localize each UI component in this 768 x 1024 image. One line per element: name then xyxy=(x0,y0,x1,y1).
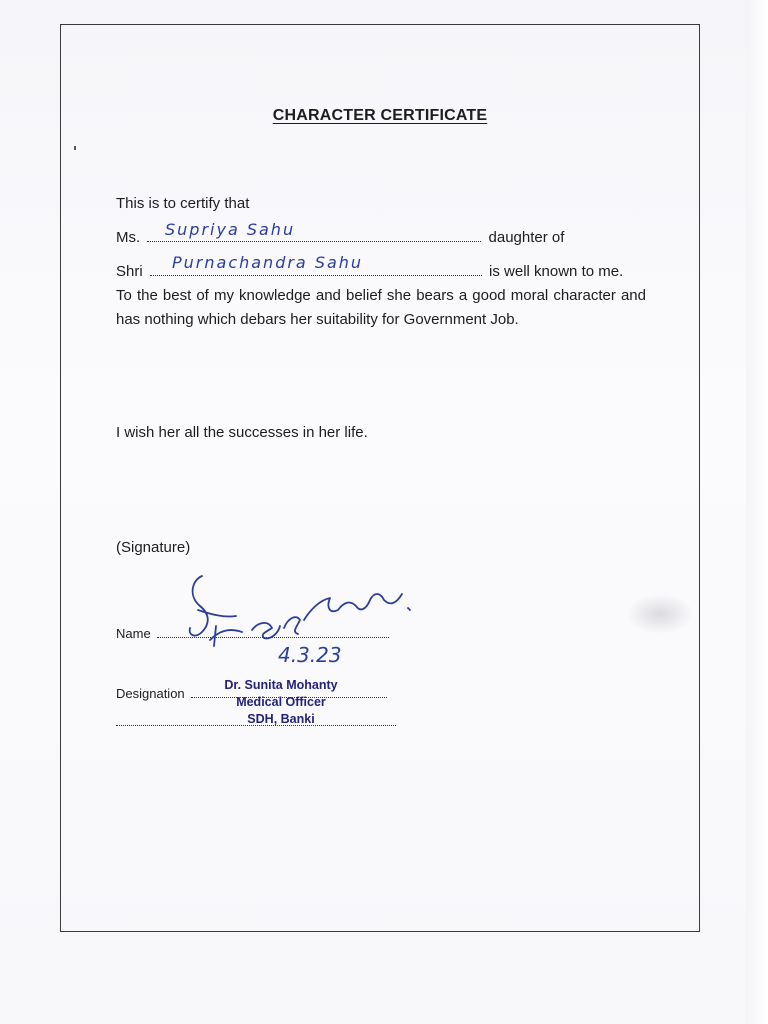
designation-label: Designation xyxy=(116,686,185,701)
shri-label: Shri xyxy=(116,263,143,280)
stamp-name: Dr. Sunita Mohanty xyxy=(224,678,338,692)
handwritten-signature xyxy=(180,570,430,670)
stamp-title: Medical Officer xyxy=(236,695,326,709)
father-name-handwritten: Purnachandra Sahu xyxy=(172,253,364,272)
wish-line: I wish her all the successes in her life. xyxy=(116,424,368,441)
candidate-name-handwritten: Supriya Sahu xyxy=(165,220,296,239)
intro-line: This is to certify that xyxy=(116,195,250,212)
ms-label: Ms. xyxy=(116,229,141,246)
well-known-text: is well known to me. xyxy=(489,263,624,280)
paper-edge xyxy=(746,0,768,1024)
paper-smudge xyxy=(626,594,694,634)
signature-label: (Signature) xyxy=(116,539,191,556)
certificate-title-text: CHARACTER CERTIFICATE xyxy=(272,107,488,124)
stamp-office: SDH, Banki xyxy=(247,712,315,726)
official-stamp xyxy=(206,677,356,728)
daughter-of-label: daughter of xyxy=(488,229,565,246)
certificate-border xyxy=(60,24,700,932)
certificate-title xyxy=(60,107,700,125)
body-paragraph: To the best of my knowledge and belief she bears a good moral character and has nothing which debars her suitability for Government Job. xyxy=(116,287,646,328)
signature-date: 4.3.23 xyxy=(278,643,342,667)
name-label: Name xyxy=(116,626,151,641)
